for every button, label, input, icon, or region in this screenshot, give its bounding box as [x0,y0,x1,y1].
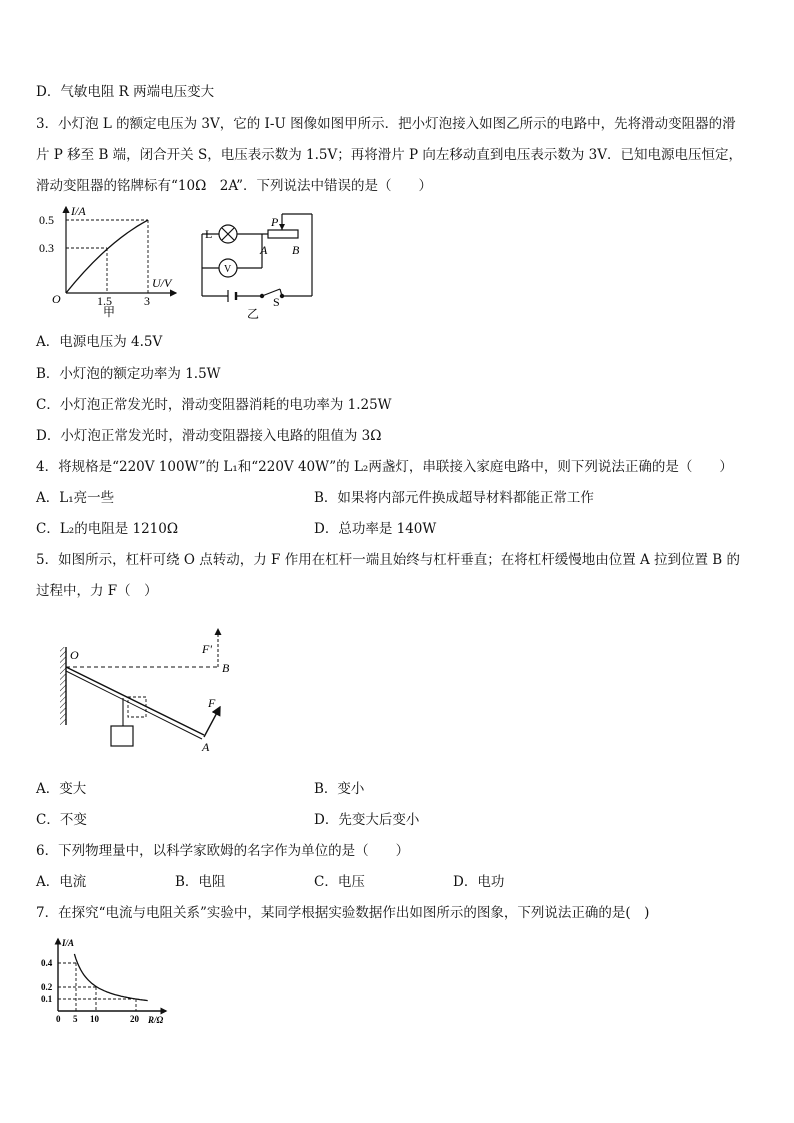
point-a-label: A [202,740,210,753]
slider-arrow-icon [279,224,285,230]
wall [60,647,66,725]
force-a-label: F [208,696,216,710]
q4-option-a: A．L₁亮一些 [36,490,115,506]
q3-stem-line3: 滑动变阻器的铭牌标有“10Ω 2A”．下列说法中错误的是（ ） [36,178,433,194]
q3-iu-graph [36,203,186,319]
circuit-caption: 乙 [247,307,260,320]
point-b-label: B [222,661,230,675]
q6-option-d: D．电功 [453,874,505,890]
q5-option-a: A．变大 [36,781,87,797]
x-tick-1-5: 1.5 [97,294,112,308]
q7-x-axis-label: R/Ω [148,1015,164,1025]
q4-stem: 4．将规格是“220V 100W”的 L₁和“220V 40W”的 L₂两盏灯，串联接入家庭电路中，则下列说法正确的是（ ） [36,459,733,475]
end-b-label: B [292,243,300,257]
q5-option-b: B．变小 [314,781,365,797]
q3-option-c: C．小灯泡正常发光时，滑动变阻器消耗的电功率为 1.25W [36,397,392,413]
q2-option-d: D．气敏电阻 R 两端电压变大 [36,84,215,100]
q3-stem-line1: 3．小灯泡 L 的额定电压为 3V，它的 I-U 图像如图甲所示．把小灯泡接入如图乙所示的电路中，先将滑动变阻器的滑 [36,116,736,132]
y-axis-label: I/A [71,204,86,218]
slider-label: P [271,215,279,229]
origin-label: O [52,292,61,306]
q6-option-c: C．电压 [314,874,365,890]
q6-option-b: B．电阻 [175,874,226,890]
q3-stem-line2: 片 P 移至 B 端，闭合开关 S，电压表示数为 1.5V；再将滑片 P 向左移动直到电压表示数为 3V．已知电源电压恒定， [36,147,743,163]
q6-stem: 6．下列物理量中，以科学家欧姆的名字作为单位的是（ ） [36,843,410,859]
q4-option-b: B．如果将内部元件换成超导材料都能正常工作 [314,490,594,506]
weight-block [111,726,133,746]
voltmeter-label: V [224,264,232,275]
q5-option-d: D．先变大后变小 [314,812,420,828]
q5-stem-line2: 过程中，力 F（ ） [36,583,158,599]
q7-y-axis-label: I/A [62,938,75,948]
x-axis-label: U/V [152,276,172,290]
ir-curve [74,954,147,1001]
force-a-arrow [204,707,220,737]
q6-option-a: A．电流 [36,874,87,890]
q3-option-b: B．小灯泡的额定功率为 1.5W [36,366,221,382]
q4-option-c: C．L₂的电阻是 1210Ω [36,521,179,537]
force-b-label: F' [202,642,212,656]
q4-option-d: D．总功率是 140W [314,521,437,537]
q3-option-d: D．小灯泡正常发光时，滑动变阻器接入电路的阻值为 3Ω [36,428,382,444]
pivot-label: O [70,648,79,662]
lever-bar [66,667,204,735]
q3-circuit [196,208,320,320]
q7-x-tick-10: 10 [90,1014,99,1024]
y-tick-0-3: 0.3 [39,241,54,255]
iu-curve [66,220,148,293]
rheostat-icon [268,230,298,238]
q7-x-tick-0: 0 [56,1014,61,1024]
q3-option-a: A．电源电压为 4.5V [36,334,163,350]
q5-stem-line1: 5．如图所示，杠杆可绕 O 点转动，力 F 作用在杠杆一端且始终与杠杆垂直；在将杠杆缓慢地由位置 A 拉到位置 B 的 [36,552,741,568]
x-tick-3: 3 [144,294,150,308]
q5-option-c: C．不变 [36,812,87,828]
graph-caption: 甲 [103,305,116,319]
q7-stem: 7．在探究“电流与电阻关系”实验中，某同学根据实验数据作出如图所示的图象，下列说法正确的是( ) [36,905,650,921]
q7-y-tick-0-1: 0.1 [41,994,53,1004]
q7-y-tick-0-4: 0.4 [41,958,53,968]
lamp-label: L [205,227,213,241]
y-tick-0-5: 0.5 [39,213,54,227]
q7-x-tick-5: 5 [73,1014,78,1024]
q5-lever-figure [52,625,242,753]
end-a-label: A [260,243,268,257]
q7-x-tick-20: 20 [130,1014,139,1024]
q7-ir-graph [36,935,176,1027]
q7-y-tick-0-2: 0.2 [41,982,53,992]
switch-label: S [273,295,280,309]
